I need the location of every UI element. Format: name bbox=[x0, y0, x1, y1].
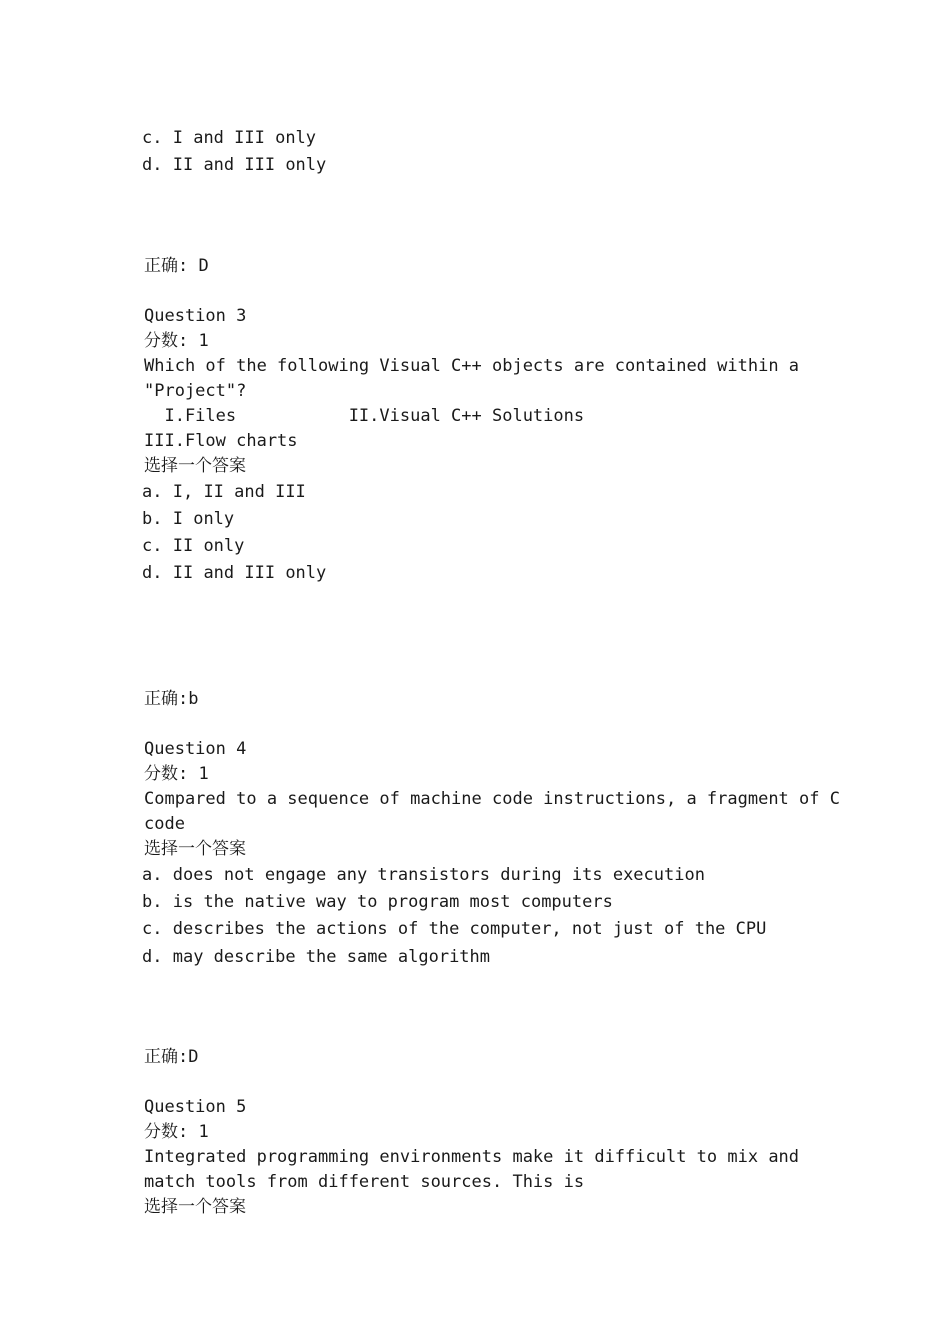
q3-stem-line1: Which of the following Visual C++ objects are contained within a bbox=[144, 356, 800, 376]
q4-option-b[interactable] bbox=[142, 891, 613, 913]
option-letter: c. bbox=[142, 128, 163, 148]
q2-option-d bbox=[142, 154, 326, 176]
q3-option-d[interactable] bbox=[142, 562, 326, 584]
option-text: II and III only bbox=[172, 155, 327, 175]
option-letter: a. bbox=[142, 865, 163, 885]
q5-title: Question 5 bbox=[144, 1097, 247, 1117]
q5-prompt: 选择一个答案 bbox=[144, 1197, 246, 1217]
option-letter: b. bbox=[142, 892, 163, 912]
q4-option-d[interactable] bbox=[142, 946, 490, 968]
option-text: I and III only bbox=[172, 128, 317, 148]
option-letter: c. bbox=[142, 919, 163, 939]
q3-stem-line2: "Project"? bbox=[144, 381, 247, 401]
q4-answer: 正确:D bbox=[144, 1047, 199, 1067]
q3-option-a[interactable] bbox=[142, 481, 306, 503]
option-letter: b. bbox=[142, 509, 163, 529]
q5-score: 分数: 1 bbox=[144, 1122, 209, 1142]
option-letter: a. bbox=[142, 482, 163, 502]
q2-answer: 正确: D bbox=[144, 256, 209, 276]
q3-items-line1: I.Files II.Visual C++ Solutions bbox=[144, 406, 585, 426]
option-letter: d. bbox=[142, 563, 163, 583]
option-letter: d. bbox=[142, 155, 163, 175]
q3-option-c[interactable] bbox=[142, 535, 244, 557]
q5-stem-line1: Integrated programming environments make it difficult to mix and bbox=[144, 1147, 800, 1167]
option-text: I only bbox=[172, 509, 235, 529]
option-letter: c. bbox=[142, 536, 163, 556]
q4-option-a[interactable] bbox=[142, 864, 705, 886]
option-text: II and III only bbox=[172, 563, 327, 583]
q3-prompt: 选择一个答案 bbox=[144, 456, 246, 476]
option-text: may describe the same algorithm bbox=[172, 947, 491, 967]
q4-option-c[interactable] bbox=[142, 918, 766, 940]
option-text: describes the actions of the computer, not just of the CPU bbox=[172, 919, 767, 939]
q3-answer: 正确:b bbox=[144, 689, 199, 709]
q3-title: Question 3 bbox=[144, 306, 247, 326]
option-text: does not engage any transistors during its execution bbox=[172, 865, 705, 885]
q4-title: Question 4 bbox=[144, 739, 247, 759]
option-text: I, II and III bbox=[172, 482, 306, 502]
q5-stem-line2: match tools from different sources. This is bbox=[144, 1172, 585, 1192]
q4-score: 分数: 1 bbox=[144, 764, 209, 784]
q4-prompt: 选择一个答案 bbox=[144, 839, 246, 859]
q4-stem-line1: Compared to a sequence of machine code instructions, a fragment of C bbox=[144, 789, 840, 809]
q3-items-line2: III.Flow charts bbox=[144, 431, 298, 451]
q3-score: 分数: 1 bbox=[144, 331, 209, 351]
option-text: II only bbox=[172, 536, 245, 556]
q2-option-c bbox=[142, 127, 316, 149]
option-text: is the native way to program most computers bbox=[172, 892, 613, 912]
q3-option-b[interactable] bbox=[142, 508, 234, 530]
option-letter: d. bbox=[142, 947, 163, 967]
q4-stem-line2: code bbox=[144, 814, 185, 834]
